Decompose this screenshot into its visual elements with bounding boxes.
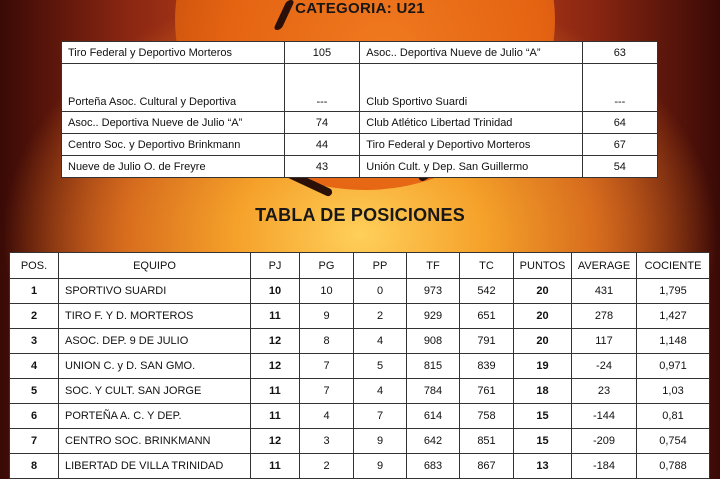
home-team: Asoc.. Deportiva Nueve de Julio “A” [62, 112, 285, 134]
cell-pp: 9 [354, 429, 407, 454]
cell-cociente: 1,427 [637, 304, 710, 329]
cell-tc: 839 [460, 354, 514, 379]
home-team: Tiro Federal y Deportivo Morteros [62, 42, 285, 64]
header-pg: PG [300, 253, 354, 279]
cell-average: 117 [572, 329, 637, 354]
cell-cociente: 1,03 [637, 379, 710, 404]
cell-team: SOC. Y CULT. SAN JORGE [59, 379, 251, 404]
cell-pos: 8 [10, 454, 59, 479]
cell-tc: 851 [460, 429, 514, 454]
result-row [62, 42, 658, 64]
header-team: EQUIPO [59, 253, 251, 279]
cell-pp: 9 [354, 454, 407, 479]
results-table [61, 41, 658, 178]
cell-pj: 10 [251, 279, 300, 304]
cell-pos: 1 [10, 279, 59, 304]
cell-pos: 5 [10, 379, 59, 404]
standings-row [10, 304, 710, 329]
cell-tc: 651 [460, 304, 514, 329]
home-team: Centro Soc. y Deportivo Brinkmann [62, 134, 285, 156]
cell-pp: 5 [354, 354, 407, 379]
cell-puntos: 15 [514, 429, 572, 454]
cell-pj: 11 [251, 454, 300, 479]
header-pp: PP [354, 253, 407, 279]
away-score: 67 [582, 134, 657, 156]
cell-pj: 11 [251, 379, 300, 404]
cell-average: -209 [572, 429, 637, 454]
result-row [62, 112, 658, 134]
header-pos: POS. [10, 253, 59, 279]
cell-team: TIRO F. Y D. MORTEROS [59, 304, 251, 329]
cell-tc: 791 [460, 329, 514, 354]
cell-pg: 10 [300, 279, 354, 304]
cell-puntos: 18 [514, 379, 572, 404]
cell-pos: 3 [10, 329, 59, 354]
cell-pg: 7 [300, 379, 354, 404]
cell-tc: 542 [460, 279, 514, 304]
cell-pos: 4 [10, 354, 59, 379]
result-row [62, 156, 658, 178]
standings-header-row [10, 253, 710, 279]
standings-table [9, 252, 710, 479]
away-score: --- [582, 64, 657, 112]
standings-row [10, 354, 710, 379]
standings-row [10, 429, 710, 454]
cell-pj: 12 [251, 354, 300, 379]
header-puntos: PUNTOS [514, 253, 572, 279]
cell-cociente: 0,81 [637, 404, 710, 429]
cell-pg: 8 [300, 329, 354, 354]
away-team: Asoc.. Deportiva Nueve de Julio “A” [360, 42, 582, 64]
cell-pg: 9 [300, 304, 354, 329]
cell-tf: 784 [407, 379, 460, 404]
header-tf: TF [407, 253, 460, 279]
standings-row [10, 279, 710, 304]
cell-tf: 683 [407, 454, 460, 479]
home-score: 44 [284, 134, 360, 156]
away-team: Tiro Federal y Deportivo Morteros [360, 134, 582, 156]
home-score: --- [284, 64, 360, 112]
cell-pos: 6 [10, 404, 59, 429]
away-score: 63 [582, 42, 657, 64]
category-title: CATEGORIA: U21 [295, 0, 425, 17]
cell-pj: 12 [251, 329, 300, 354]
cell-tf: 642 [407, 429, 460, 454]
result-row [62, 134, 658, 156]
cell-tf: 908 [407, 329, 460, 354]
cell-puntos: 15 [514, 404, 572, 429]
cell-cociente: 1,795 [637, 279, 710, 304]
cell-team: UNION C. y D. SAN GMO. [59, 354, 251, 379]
cell-average: -144 [572, 404, 637, 429]
home-score: 43 [284, 156, 360, 178]
cell-tf: 973 [407, 279, 460, 304]
standings-row [10, 404, 710, 429]
cell-average: -24 [572, 354, 637, 379]
cell-pg: 3 [300, 429, 354, 454]
cell-puntos: 19 [514, 354, 572, 379]
cell-pg: 7 [300, 354, 354, 379]
cell-pg: 4 [300, 404, 354, 429]
away-team: Unión Cult. y Dep. San Guillermo [360, 156, 582, 178]
cell-team: PORTEÑA A. C. Y DEP. [59, 404, 251, 429]
header-tc: TC [460, 253, 514, 279]
cell-cociente: 0,788 [637, 454, 710, 479]
cell-average: 431 [572, 279, 637, 304]
header-average: AVERAGE [572, 253, 637, 279]
cell-cociente: 0,754 [637, 429, 710, 454]
cell-average: 278 [572, 304, 637, 329]
cell-team: ASOC. DEP. 9 DE JULIO [59, 329, 251, 354]
cell-pp: 4 [354, 329, 407, 354]
header-pj: PJ [251, 253, 300, 279]
cell-team: CENTRO SOC. BRINKMANN [59, 429, 251, 454]
cell-pj: 11 [251, 304, 300, 329]
cell-puntos: 20 [514, 279, 572, 304]
cell-tf: 614 [407, 404, 460, 429]
cell-cociente: 1,148 [637, 329, 710, 354]
home-score: 74 [284, 112, 360, 134]
away-score: 64 [582, 112, 657, 134]
cell-tf: 929 [407, 304, 460, 329]
cell-pg: 2 [300, 454, 354, 479]
result-row [62, 64, 658, 112]
cell-average: -184 [572, 454, 637, 479]
home-score: 105 [284, 42, 360, 64]
cell-pp: 4 [354, 379, 407, 404]
cell-tc: 867 [460, 454, 514, 479]
cell-puntos: 20 [514, 304, 572, 329]
cell-pos: 2 [10, 304, 59, 329]
home-team: Porteña Asoc. Cultural y Deportiva [62, 64, 285, 112]
header-cociente: COCIENTE [637, 253, 710, 279]
cell-average: 23 [572, 379, 637, 404]
cell-puntos: 13 [514, 454, 572, 479]
away-team: Club Sportivo Suardi [360, 64, 582, 112]
cell-pp: 0 [354, 279, 407, 304]
cell-pp: 2 [354, 304, 407, 329]
cell-pp: 7 [354, 404, 407, 429]
cell-team: LIBERTAD DE VILLA TRINIDAD [59, 454, 251, 479]
cell-tf: 815 [407, 354, 460, 379]
cell-team: SPORTIVO SUARDI [59, 279, 251, 304]
standings-row [10, 379, 710, 404]
cell-cociente: 0,971 [637, 354, 710, 379]
cell-tc: 758 [460, 404, 514, 429]
away-score: 54 [582, 156, 657, 178]
cell-pos: 7 [10, 429, 59, 454]
cell-tc: 761 [460, 379, 514, 404]
home-team: Nueve de Julio O. de Freyre [62, 156, 285, 178]
away-team: Club Atlético Libertad Trinidad [360, 112, 582, 134]
cell-puntos: 20 [514, 329, 572, 354]
standings-row [10, 329, 710, 354]
cell-pj: 12 [251, 429, 300, 454]
cell-pj: 11 [251, 404, 300, 429]
standings-title: TABLA DE POSICIONES [255, 205, 465, 225]
